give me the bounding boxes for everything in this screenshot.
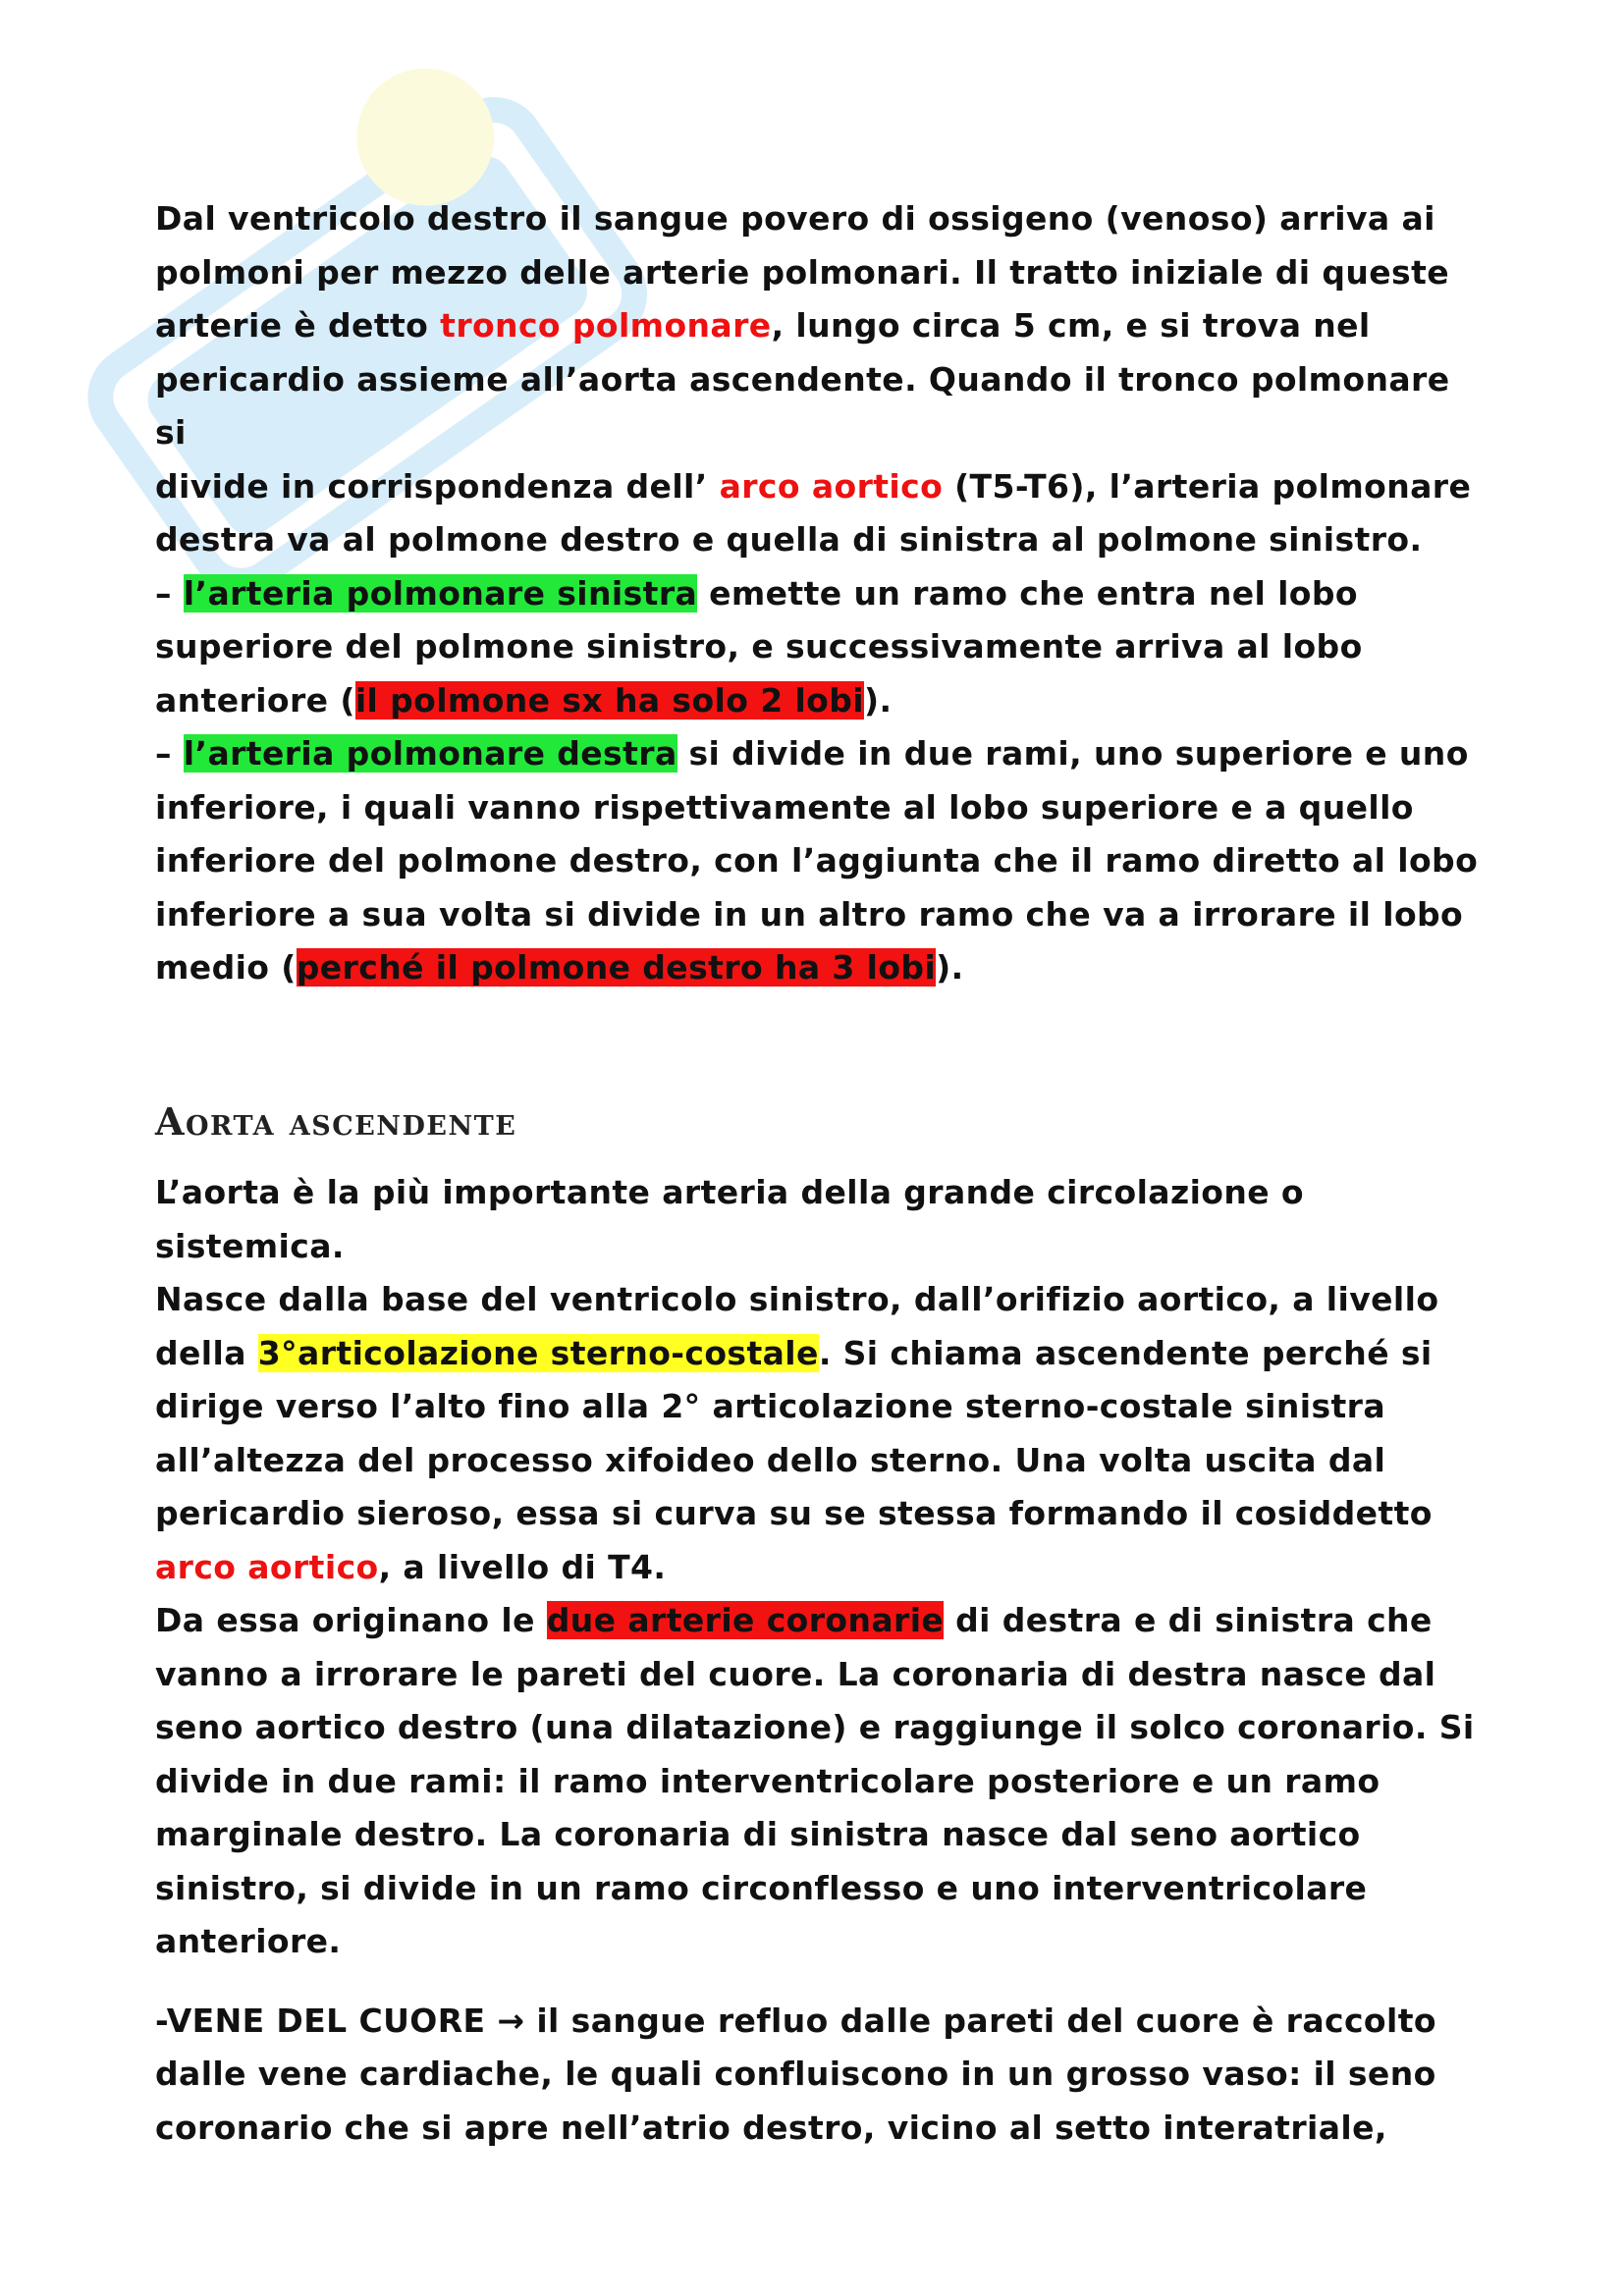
paragraph-line: superiore del polmone sinistro, e successivamente arriva al lobo bbox=[155, 627, 1363, 666]
red-term: arco aortico bbox=[155, 1547, 379, 1586]
paragraph-line: inferiore a sua volta si divide in un altro ramo che va a irrorare il lobo bbox=[155, 894, 1464, 934]
paragraph-line: – l’arteria polmonare destra si divide in due rami, uno superiore e uno bbox=[155, 734, 1469, 773]
section-heading: Aorta ascendente bbox=[155, 1098, 517, 1144]
paragraph-line: – l’arteria polmonare sinistra emette un ramo che entra nel lobo bbox=[155, 573, 1358, 613]
paragraph-line: pericardio assieme all’aorta ascendente. Quando il tronco polmonare si bbox=[155, 359, 1450, 452]
right-arrow-icon: → bbox=[497, 2001, 525, 2040]
green-highlight: l’arteria polmonare destra bbox=[183, 734, 677, 773]
paragraph-line: Dal ventricolo destro il sangue povero di ossigeno (venoso) arriva ai bbox=[155, 199, 1435, 238]
paragraph-line: anteriore. bbox=[155, 1922, 342, 1960]
red-term: arco aortico bbox=[719, 466, 944, 506]
paragraph-line: divide in due rami: il ramo interventricolare posteriore e un ramo bbox=[155, 1761, 1380, 1800]
paragraph-line: sinistro, si divide in un ramo circonflesso e uno interventricolare bbox=[155, 1868, 1368, 1907]
paragraph-line: marginale destro. La coronaria di sinistra nasce dal seno aortico bbox=[155, 1815, 1361, 1853]
paragraph-line: destra va al polmone destro e quella di sinistra al polmone sinistro. bbox=[155, 520, 1423, 559]
paragraph-line: all’altezza del processo xifoideo dello sterno. Una volta uscita dal bbox=[155, 1440, 1386, 1479]
paragraph-line: della 3°articolazione sterno-costale. Si chiama ascendente perché si bbox=[155, 1333, 1433, 1372]
paragraph-line: inferiore, i quali vanno rispettivamente al lobo superiore e a quello bbox=[155, 787, 1414, 827]
paragraph-line: -VENE DEL CUORE → il sangue refluo dalle pareti del cuore è raccolto bbox=[155, 2001, 1436, 2040]
red-highlight: perché il polmone destro ha 3 lobi bbox=[296, 948, 937, 987]
red-term: tronco polmonare bbox=[440, 306, 772, 345]
red-highlight: due arterie coronarie bbox=[546, 1601, 945, 1639]
paragraph-line: vanno a irrorare le pareti del cuore. La coronaria di destra nasce dal bbox=[155, 1654, 1436, 1693]
paragraph-line: coronario che si apre nell’atrio destro, vicino al setto interatriale, bbox=[155, 2108, 1387, 2147]
paragraph-line: Nasce dalla base del ventricolo sinistro, dall’orifizio aortico, a livello bbox=[155, 1280, 1439, 1318]
paragraph-line: pericardio sieroso, essa si curva su se stessa formando il cosiddetto bbox=[155, 1494, 1433, 1532]
red-highlight: il polmone sx ha solo 2 lobi bbox=[354, 680, 864, 720]
paragraph-line: dirige verso l’alto fino alla 2° articolazione sterno-costale sinistra bbox=[155, 1387, 1386, 1425]
paragraph-line: anteriore (il polmone sx ha solo 2 lobi). bbox=[155, 680, 893, 720]
paragraph-line: arco aortico, a livello di T4. bbox=[155, 1547, 667, 1586]
document-body bbox=[155, 192, 1490, 2155]
paragraph-line: L’aorta è la più importante arteria della grande circolazione o sistemica. bbox=[155, 1173, 1304, 1265]
paragraph-line: Da essa originano le due arterie coronarie di destra e di sinistra che bbox=[155, 1601, 1433, 1639]
paragraph-line: seno aortico destro (una dilatazione) e raggiunge il solco coronario. Si bbox=[155, 1708, 1475, 1746]
yellow-highlight: 3°articolazione sterno-costale bbox=[257, 1333, 819, 1372]
paragraph-line: inferiore del polmone destro, con l’aggiunta che il ramo diretto al lobo bbox=[155, 841, 1479, 880]
paragraph-line: arterie è detto tronco polmonare, lungo circa 5 cm, e si trova nel bbox=[155, 306, 1371, 345]
paragraph-line: dalle vene cardiache, le quali confluiscono in un grosso vaso: il seno bbox=[155, 2055, 1436, 2093]
green-highlight: l’arteria polmonare sinistra bbox=[183, 573, 698, 613]
paragraph-line: medio (perché il polmone destro ha 3 lobi). bbox=[155, 948, 964, 987]
paragraph-line: divide in corrispondenza dell’ arco aortico (T5-T6), l’arteria polmonare bbox=[155, 466, 1472, 506]
paragraph-line: polmoni per mezzo delle arterie polmonari. Il tratto iniziale di queste bbox=[155, 252, 1450, 292]
